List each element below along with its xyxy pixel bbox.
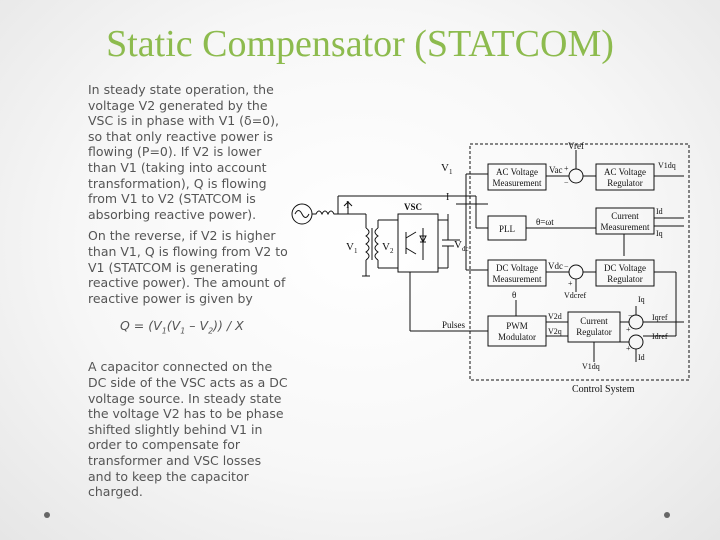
- dc-voltage-measurement-label-1: DC Voltage: [496, 263, 538, 273]
- paragraph-2: On the reverse, if V2 is higher than V1, Q is flowing from V2 to V1 (STATCOM is generating reactive power). The amount of reactive power is given by: [88, 228, 288, 306]
- dc-summing-junction: [569, 265, 583, 279]
- v2d-label: V2d: [548, 312, 562, 321]
- theta-label: θ: [512, 290, 517, 300]
- v1dq-top-label: V1dq: [658, 161, 676, 170]
- dc-voltage-measurement-label-2: Measurement: [492, 274, 542, 284]
- id-summing-junction: [629, 335, 643, 349]
- body-text: [88, 82, 288, 500]
- v1-left-label: $V_1$: [346, 241, 358, 255]
- vac-label: Vac: [549, 165, 563, 175]
- reactive-power-formula: $Q = (V_1(V_1 - V_2)) / X$: [120, 318, 244, 336]
- theta-omega-t-label: θ=ωt: [536, 217, 554, 227]
- sine-wave-icon: [295, 211, 309, 218]
- pwm-modulator-label-1: PWM: [506, 321, 528, 331]
- current-measurement-label-2: Measurement: [600, 222, 650, 232]
- ac-plus-sign: +: [564, 164, 569, 173]
- i-source-label: I: [346, 200, 350, 211]
- dc-voltage-regulator-label-1: DC Voltage: [604, 263, 646, 273]
- id-top-label: Id: [656, 207, 663, 216]
- pulses-label: Pulses: [442, 320, 466, 330]
- ac-voltage-measurement-label-2: Measurement: [492, 178, 542, 188]
- vsc-box: [398, 214, 438, 272]
- current-regulator-label-2: Regulator: [576, 327, 612, 337]
- pwm-modulator-label-2: Modulator: [498, 332, 536, 342]
- paragraph-3: A capacitor connected on the DC side of the VSC acts as a DC voltage source. In steady state the voltage V2 has to be phase shifted slightly behind V1 in order to compensate for transformer and VSC losses and to keep the capacitor charged.: [88, 359, 288, 500]
- ac-voltage-measurement-label-1: AC Voltage: [496, 167, 538, 177]
- transformer-icon: [366, 228, 369, 260]
- ac-minus-sign: −: [564, 178, 569, 187]
- ac-summing-junction: [569, 169, 583, 183]
- ac-voltage-regulator-label-2: Regulator: [607, 178, 643, 188]
- v2-label: $V_2$: [382, 241, 394, 255]
- dc-plus-sign: +: [568, 279, 573, 288]
- id-input-label: Id: [638, 353, 645, 362]
- iq-top-label: Iq: [656, 229, 663, 238]
- id-plus-sign: +: [626, 344, 631, 353]
- vdc-capacitor-label: $V_{dc}$: [454, 239, 469, 253]
- v2q-label: V2q: [548, 327, 562, 336]
- iq-minus-sign: −: [628, 311, 633, 320]
- statcom-block-diagram: [286, 136, 696, 398]
- iqref-label: Iqref: [652, 313, 668, 322]
- iq-plus-sign: +: [626, 325, 631, 334]
- ac-voltage-regulator-label-1: AC Voltage: [604, 167, 646, 177]
- current-regulator-label-1: Current: [580, 316, 608, 326]
- control-system-label: Control System: [572, 384, 635, 395]
- decorative-dot-left: [44, 512, 50, 518]
- idref-label: Idref: [652, 332, 668, 341]
- pll-label: PLL: [498, 224, 516, 234]
- i-line-label: I: [446, 192, 450, 203]
- paragraph-1: In steady state operation, the voltage V2 generated by the VSC is in phase with V1 (δ=0), so that only reactive power is flowing (P=0). If V2 is lower than V1 (taking into account transformation), Q is flowing from V1 to V2 (STATCOM is absorbing reactive power).: [88, 82, 279, 222]
- page-title: Static Compensator (STATCOM): [106, 23, 614, 65]
- vdcref-label: Vdcref: [564, 291, 587, 300]
- v1-top-label: $V_1$: [441, 162, 453, 176]
- decorative-dot-right: [664, 512, 670, 518]
- vsc-label: VSC: [404, 202, 423, 212]
- dc-minus-sign: −: [564, 262, 569, 271]
- vdc-output-label: Vdc: [548, 261, 563, 271]
- iq-input-label: Iq: [638, 295, 645, 304]
- line-inductor-icon: [312, 211, 338, 214]
- dc-voltage-regulator-label-2: Regulator: [607, 274, 643, 284]
- v1dq-bottom-label: V1dq: [582, 362, 600, 371]
- vref-label: Vref: [568, 141, 584, 151]
- current-measurement-label-1: Current: [611, 211, 639, 221]
